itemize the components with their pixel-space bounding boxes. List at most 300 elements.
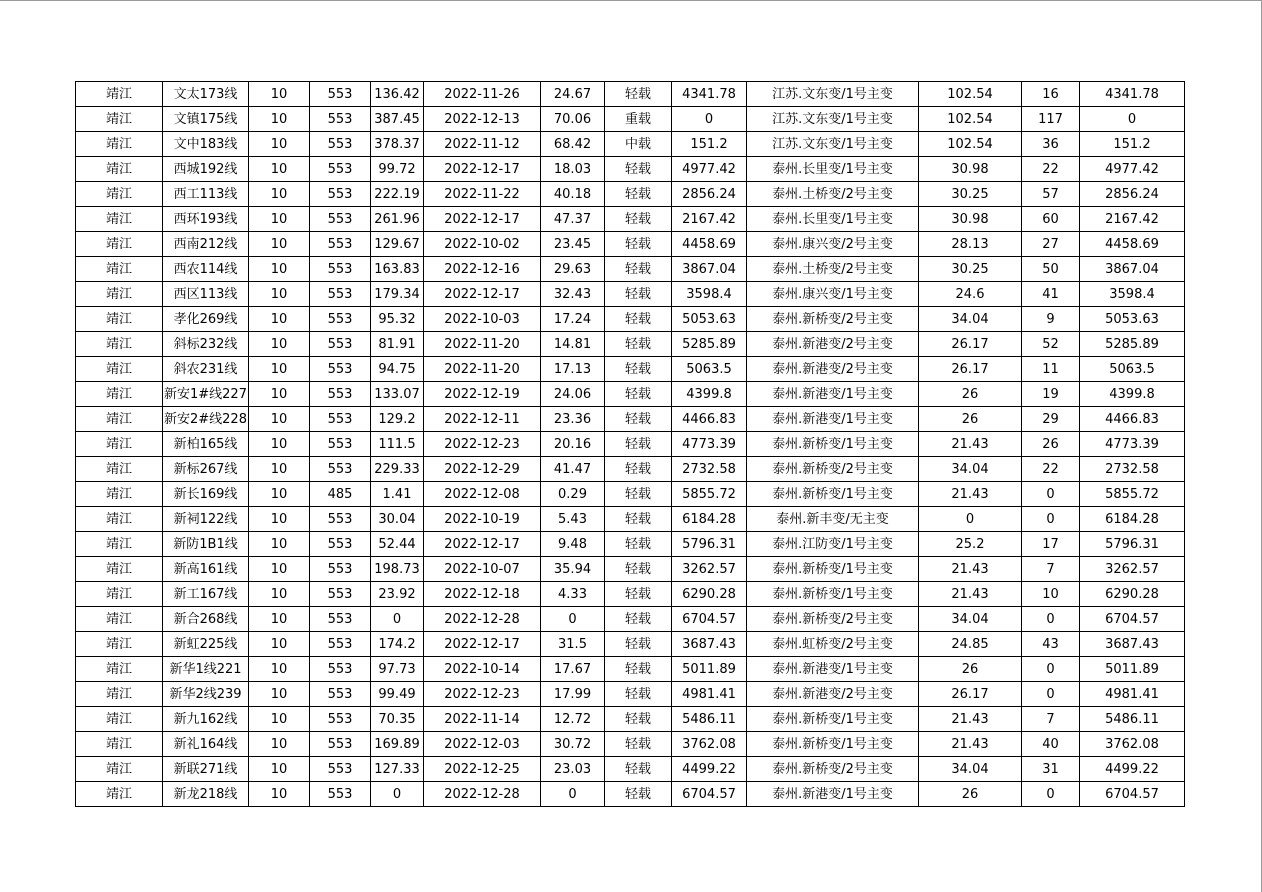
cell-text: 泰州.土桥变/2号主变 [772, 186, 893, 202]
capacity-cell [310, 207, 371, 232]
load-rate-cell [541, 532, 605, 557]
load-cell [371, 307, 424, 332]
region-cell [76, 507, 163, 532]
cell-text: 553 [327, 786, 353, 802]
cell-text: 新安1#线227 [164, 386, 247, 402]
cell-text: 111.5 [378, 436, 416, 452]
cell-text: 30.25 [951, 186, 989, 202]
cell-text: 52.44 [378, 536, 416, 552]
region-cell [76, 282, 163, 307]
cell-text: 5.43 [558, 511, 587, 527]
cell-text: 29.63 [553, 261, 592, 277]
cell-text: 5285.89 [682, 336, 736, 352]
count-cell [1022, 182, 1080, 207]
cell-text: 23.36 [553, 411, 592, 427]
transformer-load-cell [919, 607, 1022, 632]
cell-text: 30.98 [951, 211, 989, 227]
voltage-cell [249, 532, 310, 557]
cell-text: 553 [327, 336, 353, 352]
cell-text: 99.72 [378, 161, 416, 177]
date-cell [424, 357, 541, 382]
cell-text: 10 [270, 136, 288, 152]
line-name-cell [163, 607, 249, 632]
available-cell [672, 482, 747, 507]
transformer-load-cell [919, 382, 1022, 407]
date-cell [424, 582, 541, 607]
count-cell [1022, 557, 1080, 582]
remaining-cell [1080, 482, 1185, 507]
cell-text: 34.04 [951, 761, 989, 777]
cell-text: 靖江 [105, 611, 132, 627]
available-cell [672, 332, 747, 357]
voltage-cell [249, 507, 310, 532]
cell-text: 10 [270, 286, 288, 302]
cell-text: 轻载 [624, 761, 651, 777]
cell-text: 32.43 [553, 286, 592, 302]
cell-text: 2022-11-22 [444, 186, 520, 202]
load-rate-cell [541, 257, 605, 282]
cell-text: 轻载 [624, 261, 651, 277]
load-rate-cell [541, 357, 605, 382]
cell-text: 斜农231线 [173, 361, 238, 377]
date-cell [424, 82, 541, 107]
load-cell [371, 107, 424, 132]
cell-text: 新工167线 [173, 586, 238, 602]
remaining-cell [1080, 457, 1185, 482]
cell-text: 2856.24 [1105, 186, 1159, 202]
cell-text: 靖江 [105, 561, 132, 577]
cell-text: 2022-12-17 [444, 161, 520, 177]
region-cell [76, 332, 163, 357]
cell-text: 泰州.新桥变/1号主变 [772, 486, 893, 502]
cell-text: 2022-12-23 [444, 436, 520, 452]
cell-text: 江苏.文东变/1号主变 [772, 86, 893, 102]
load-level-cell [605, 557, 672, 582]
line-name-cell [163, 182, 249, 207]
transformer-cell [747, 457, 919, 482]
transformer-cell [747, 757, 919, 782]
region-cell [76, 532, 163, 557]
region-cell [76, 457, 163, 482]
transformer-cell [747, 632, 919, 657]
cell-text: 轻载 [624, 211, 651, 227]
cell-text: 27 [1042, 236, 1059, 252]
cell-text: 222.19 [374, 186, 420, 202]
cell-text: 5053.63 [682, 311, 736, 327]
cell-text: 新华2线239 [169, 686, 242, 702]
load-level-cell [605, 632, 672, 657]
cell-text: 4773.39 [682, 436, 736, 452]
cell-text: 169.89 [374, 736, 420, 752]
cell-text: 30.25 [951, 261, 989, 277]
cell-text: 泰州.新桥变/1号主变 [772, 711, 893, 727]
table-row [76, 732, 1185, 757]
cell-text: 2022-12-17 [444, 536, 520, 552]
count-cell [1022, 132, 1080, 157]
cell-text: 4981.41 [1105, 686, 1159, 702]
cell-text: 10 [270, 536, 288, 552]
cell-text: 31 [1042, 761, 1059, 777]
cell-text: 34.04 [951, 461, 989, 477]
transformer-load-cell [919, 482, 1022, 507]
remaining-cell [1080, 257, 1185, 282]
cell-text: 0 [1046, 786, 1055, 802]
line-name-cell [163, 157, 249, 182]
cell-text: 26.17 [951, 336, 989, 352]
cell-text: 靖江 [105, 211, 132, 227]
cell-text: 136.42 [374, 86, 420, 102]
load-cell [371, 282, 424, 307]
cell-text: 10 [270, 336, 288, 352]
cell-text: 198.73 [374, 561, 420, 577]
cell-text: 文中183线 [173, 136, 238, 152]
transformer-load-cell [919, 332, 1022, 357]
cell-text: 34.04 [951, 611, 989, 627]
date-cell [424, 282, 541, 307]
count-cell [1022, 607, 1080, 632]
load-level-cell [605, 482, 672, 507]
cell-text: 轻载 [624, 636, 651, 652]
cell-text: 57 [1042, 186, 1059, 202]
cell-text: 10 [270, 111, 288, 127]
transformer-cell [747, 507, 919, 532]
count-cell [1022, 232, 1080, 257]
load-level-cell [605, 582, 672, 607]
load-level-cell [605, 407, 672, 432]
transformer-cell [747, 407, 919, 432]
load-rate-cell [541, 707, 605, 732]
cell-text: 5285.89 [1105, 336, 1159, 352]
cell-text: 10 [270, 311, 288, 327]
cell-text: 10 [270, 436, 288, 452]
cell-text: 靖江 [105, 411, 132, 427]
available-cell [672, 657, 747, 682]
cell-text: 553 [327, 411, 353, 427]
date-cell [424, 632, 541, 657]
cell-text: 靖江 [105, 711, 132, 727]
capacity-cell [310, 107, 371, 132]
remaining-cell [1080, 507, 1185, 532]
cell-text: 553 [327, 736, 353, 752]
remaining-cell [1080, 282, 1185, 307]
available-cell [672, 132, 747, 157]
cell-text: 靖江 [105, 361, 132, 377]
line-name-cell [163, 282, 249, 307]
region-cell [76, 407, 163, 432]
cell-text: 553 [327, 561, 353, 577]
table-row [76, 107, 1185, 132]
capacity-cell [310, 307, 371, 332]
capacity-cell [310, 332, 371, 357]
transformer-cell [747, 432, 919, 457]
cell-text: 6184.28 [1105, 511, 1159, 527]
cell-text: 40 [1042, 736, 1059, 752]
cell-text: 斜标232线 [173, 336, 238, 352]
count-cell [1022, 482, 1080, 507]
line-name-cell [163, 582, 249, 607]
cell-text: 5011.89 [682, 661, 736, 677]
voltage-cell [249, 257, 310, 282]
available-cell [672, 157, 747, 182]
cell-text: 10 [270, 636, 288, 652]
count-cell [1022, 382, 1080, 407]
cell-text: 10 [270, 86, 288, 102]
cell-text: 10 [270, 161, 288, 177]
transformer-load-cell [919, 557, 1022, 582]
cell-text: 25.2 [955, 536, 985, 552]
remaining-cell [1080, 557, 1185, 582]
load-cell [371, 732, 424, 757]
region-cell [76, 257, 163, 282]
remaining-cell [1080, 732, 1185, 757]
transformer-load-cell [919, 107, 1022, 132]
remaining-cell [1080, 682, 1185, 707]
region-cell [76, 707, 163, 732]
voltage-cell [249, 732, 310, 757]
remaining-cell [1080, 432, 1185, 457]
load-rate-cell [541, 482, 605, 507]
load-level-cell [605, 757, 672, 782]
region-cell [76, 232, 163, 257]
cell-text: 22 [1042, 161, 1059, 177]
cell-text: 轻载 [624, 611, 651, 627]
voltage-cell [249, 107, 310, 132]
load-rate-cell [541, 657, 605, 682]
cell-text: 泰州.新桥变/1号主变 [772, 586, 893, 602]
cell-text: 中载 [624, 136, 651, 152]
available-cell [672, 182, 747, 207]
available-cell [672, 632, 747, 657]
cell-text: 151.2 [690, 136, 728, 152]
voltage-cell [249, 432, 310, 457]
cell-text: 轻载 [624, 311, 651, 327]
cell-text: 10 [270, 761, 288, 777]
region-cell [76, 757, 163, 782]
cell-text: 新华1线221 [169, 661, 242, 677]
transformer-cell [747, 607, 919, 632]
region-cell [76, 132, 163, 157]
available-cell [672, 532, 747, 557]
cell-text: 泰州.新桥变/2号主变 [772, 311, 893, 327]
cell-text: 3867.04 [1105, 261, 1159, 277]
cell-text: 靖江 [105, 311, 132, 327]
date-cell [424, 457, 541, 482]
cell-text: 553 [327, 436, 353, 452]
load-cell [371, 707, 424, 732]
cell-text: 2022-12-19 [444, 386, 520, 402]
transformer-load-cell [919, 782, 1022, 807]
line-name-cell [163, 207, 249, 232]
count-cell [1022, 282, 1080, 307]
cell-text: 26 [961, 786, 979, 802]
load-cell [371, 382, 424, 407]
load-level-cell [605, 507, 672, 532]
voltage-cell [249, 332, 310, 357]
load-level-cell [605, 657, 672, 682]
count-cell [1022, 207, 1080, 232]
cell-text: 5011.89 [1105, 661, 1159, 677]
cell-text: 江苏.文东变/1号主变 [772, 136, 893, 152]
cell-text: 129.67 [374, 236, 420, 252]
cell-text: 2022-12-03 [444, 736, 520, 752]
cell-text: 36 [1042, 136, 1059, 152]
load-rate-cell [541, 157, 605, 182]
transformer-load-cell [919, 207, 1022, 232]
cell-text: 2167.42 [1105, 211, 1159, 227]
remaining-cell [1080, 582, 1185, 607]
cell-text: 轻载 [624, 711, 651, 727]
capacity-cell [310, 707, 371, 732]
transformer-cell [747, 232, 919, 257]
date-cell [424, 182, 541, 207]
remaining-cell [1080, 657, 1185, 682]
cell-text: 0.29 [558, 486, 587, 502]
load-rate-cell [541, 507, 605, 532]
cell-text: 129.2 [378, 411, 416, 427]
voltage-cell [249, 307, 310, 332]
remaining-cell [1080, 382, 1185, 407]
cell-text: 21.43 [951, 711, 989, 727]
load-cell [371, 82, 424, 107]
cell-text: 9 [1046, 311, 1055, 327]
table-body [76, 82, 1185, 807]
load-level-cell [605, 207, 672, 232]
voltage-cell [249, 382, 310, 407]
voltage-cell [249, 157, 310, 182]
cell-text: 35.94 [553, 561, 592, 577]
transformer-load-cell [919, 507, 1022, 532]
table-row [76, 582, 1185, 607]
transformer-cell [747, 207, 919, 232]
table-row [76, 282, 1185, 307]
remaining-cell [1080, 332, 1185, 357]
region-cell [76, 657, 163, 682]
date-cell [424, 532, 541, 557]
cell-text: 229.33 [374, 461, 420, 477]
transformer-cell [747, 182, 919, 207]
cell-text: 靖江 [105, 536, 132, 552]
table-row [76, 757, 1185, 782]
load-rate-cell [541, 682, 605, 707]
cell-text: 4341.78 [682, 86, 736, 102]
transformer-load-cell [919, 457, 1022, 482]
table-row [76, 632, 1185, 657]
cell-text: 泰州.新港变/1号主变 [772, 386, 893, 402]
cell-text: 西工113线 [173, 186, 238, 202]
date-cell [424, 657, 541, 682]
cell-text: 4458.69 [682, 236, 736, 252]
cell-text: 轻载 [624, 536, 651, 552]
cell-text: 41.47 [553, 461, 592, 477]
cell-text: 新虹225线 [173, 636, 238, 652]
table-row [76, 432, 1185, 457]
load-rate-cell [541, 757, 605, 782]
cell-text: 0 [392, 786, 402, 802]
cell-text: 2022-12-17 [444, 211, 520, 227]
cell-text: 2022-10-14 [444, 661, 520, 677]
cell-text: 23.03 [553, 761, 592, 777]
remaining-cell [1080, 232, 1185, 257]
cell-text: 26 [1042, 436, 1059, 452]
table-row [76, 507, 1185, 532]
cell-text: 5063.5 [1109, 361, 1155, 377]
date-cell [424, 607, 541, 632]
count-cell [1022, 532, 1080, 557]
cell-text: 6704.57 [1105, 611, 1159, 627]
cell-text: 16 [1042, 86, 1059, 102]
transformer-cell [747, 257, 919, 282]
available-cell [672, 382, 747, 407]
capacity-cell [310, 132, 371, 157]
cell-text: 23.92 [378, 586, 416, 602]
voltage-cell [249, 207, 310, 232]
transformer-cell [747, 557, 919, 582]
cell-text: 2732.58 [682, 461, 736, 477]
cell-text: 轻载 [624, 586, 651, 602]
cell-text: 4977.42 [682, 161, 736, 177]
capacity-cell [310, 657, 371, 682]
remaining-cell [1080, 632, 1185, 657]
table-row [76, 182, 1185, 207]
transformer-cell [747, 532, 919, 557]
cell-text: 2022-12-16 [444, 261, 520, 277]
cell-text: 5486.11 [682, 711, 736, 727]
cell-text: 轻载 [624, 186, 651, 202]
count-cell [1022, 782, 1080, 807]
cell-text: 靖江 [105, 86, 132, 102]
cell-text: 2022-12-17 [444, 286, 520, 302]
date-cell [424, 232, 541, 257]
cell-text: 102.54 [947, 111, 993, 127]
available-cell [672, 232, 747, 257]
count-cell [1022, 507, 1080, 532]
date-cell [424, 757, 541, 782]
load-rate-cell [541, 182, 605, 207]
load-rate-cell [541, 382, 605, 407]
cell-text: 26.17 [951, 361, 989, 377]
count-cell [1022, 457, 1080, 482]
load-cell [371, 457, 424, 482]
capacity-cell [310, 757, 371, 782]
cell-text: 2022-12-17 [444, 636, 520, 652]
cell-text: 151.2 [1113, 136, 1151, 152]
cell-text: 553 [327, 661, 353, 677]
capacity-cell [310, 632, 371, 657]
cell-text: 17 [1042, 536, 1059, 552]
available-cell [672, 282, 747, 307]
voltage-cell [249, 457, 310, 482]
cell-text: 轻载 [624, 511, 651, 527]
line-name-cell [163, 357, 249, 382]
load-rate-cell [541, 732, 605, 757]
remaining-cell [1080, 107, 1185, 132]
cell-text: 21.43 [951, 561, 989, 577]
available-cell [672, 432, 747, 457]
available-cell [672, 582, 747, 607]
cell-text: 20.16 [553, 436, 592, 452]
cell-text: 泰州.新桥变/1号主变 [772, 561, 893, 577]
cell-text: 10 [270, 261, 288, 277]
cell-text: 泰州.新港变/2号主变 [772, 686, 893, 702]
cell-text: 553 [327, 361, 353, 377]
cell-text: 靖江 [105, 461, 132, 477]
remaining-cell [1080, 207, 1185, 232]
cell-text: 3598.4 [686, 286, 732, 302]
region-cell [76, 557, 163, 582]
cell-text: 553 [327, 586, 353, 602]
cell-text: 2022-12-29 [444, 461, 520, 477]
load-cell [371, 257, 424, 282]
